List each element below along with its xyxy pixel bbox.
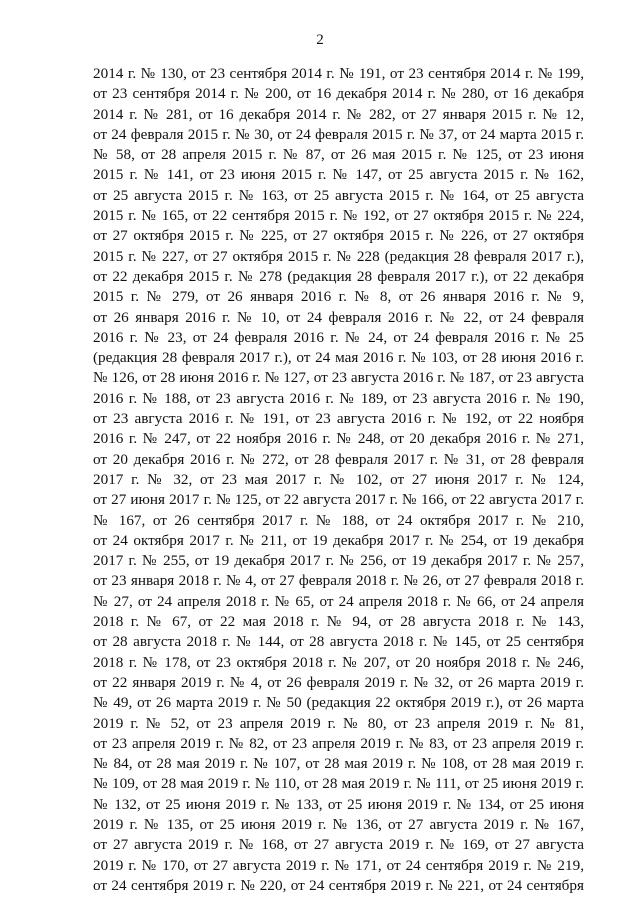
text-line: от 23 августа 2016 г. № 191, от 23 августа 2016 г. № 192, от 22 ноября [93, 410, 584, 428]
text-line: № 132, от 25 июня 2019 г. № 133, от 25 июня 2019 г. № 134, от 25 июня [93, 795, 584, 813]
text-line: 2015 г. № 227, от 27 октября 2015 г. № 228 (редакция 28 февраля 2017 г.), [93, 247, 584, 265]
text-line: (редакция 28 февраля 2017 г.), от 24 мая 2016 г. № 103, от 28 июня 2016 г. [93, 349, 584, 367]
text-line: от 23 сентября 2014 г. № 200, от 16 декабря 2014 г. № 280, от 16 декабря [93, 85, 584, 103]
text-line: от 25 августа 2015 г. № 163, от 25 августа 2015 г. № 164, от 25 августа [93, 186, 584, 204]
text-line: 2015 г. № 165, от 22 сентября 2015 г. № 192, от 27 октября 2015 г. № 224, [93, 207, 584, 225]
text-line: от 27 июня 2017 г. № 125, от 22 августа 2017 г. № 166, от 22 августа 2017 г. [93, 491, 584, 509]
text-line: 2019 г. № 135, от 25 июня 2019 г. № 136, от 27 августа 2019 г. № 167, [93, 815, 584, 833]
text-line: от 24 октября 2017 г. № 211, от 19 декабря 2017 г. № 254, от 19 декабря [93, 531, 584, 549]
text-line: от 23 апреля 2019 г. № 82, от 23 апреля 2019 г. № 83, от 23 апреля 2019 г. [93, 734, 584, 752]
text-line: 2015 г. № 141, от 23 июня 2015 г. № 147, от 25 августа 2015 г. № 162, [93, 166, 584, 184]
text-line: от 20 декабря 2016 г. № 272, от 28 февраля 2017 г. № 31, от 28 февраля [93, 450, 584, 468]
text-line: от 24 сентября 2019 г. № 220, от 24 сентября 2019 г. № 221, от 24 сентября [93, 876, 584, 894]
page-number: 2 [316, 32, 324, 48]
text-line: 2017 г. № 32, от 23 мая 2017 г. № 102, от 27 июня 2017 г. № 124, [93, 470, 584, 488]
text-line: 2018 г. № 67, от 22 мая 2018 г. № 94, от 28 августа 2018 г. № 143, [93, 613, 584, 631]
document-body-text [93, 64, 584, 896]
text-line: от 27 августа 2019 г. № 168, от 27 августа 2019 г. № 169, от 27 августа [93, 836, 584, 854]
text-line: № 126, от 28 июня 2016 г. № 127, от 23 августа 2016 г. № 187, от 23 августа [93, 369, 584, 387]
text-line: № 167, от 26 сентября 2017 г. № 188, от 24 октября 2017 г. № 210, [93, 511, 584, 529]
text-line: № 84, от 28 мая 2019 г. № 107, от 28 мая 2019 г. № 108, от 28 мая 2019 г. [93, 755, 584, 773]
text-line: от 26 января 2016 г. № 10, от 24 февраля 2016 г. № 22, от 24 февраля [93, 308, 584, 326]
text-line: 2016 г. № 188, от 23 августа 2016 г. № 189, от 23 августа 2016 г. № 190, [93, 389, 584, 407]
text-line: от 23 января 2018 г. № 4, от 27 февраля 2018 г. № 26, от 27 февраля 2018 г. [93, 572, 584, 590]
text-line: 2015 г. № 279, от 26 января 2016 г. № 8, от 26 января 2016 г. № 9, [93, 288, 584, 306]
text-line: от 28 августа 2018 г. № 144, от 28 августа 2018 г. № 145, от 25 сентября [93, 633, 584, 651]
text-line: 2019 г. № 170, от 27 августа 2019 г. № 171, от 24 сентября 2019 г. № 219, [93, 856, 584, 874]
text-line: 2016 г. № 247, от 22 ноября 2016 г. № 248, от 20 декабря 2016 г. № 271, [93, 430, 584, 448]
text-line: 2019 г. № 52, от 23 апреля 2019 г. № 80, от 23 апреля 2019 г. № 81, [93, 714, 584, 732]
text-line: от 22 января 2019 г. № 4, от 26 февраля 2019 г. № 32, от 26 марта 2019 г. [93, 673, 584, 691]
text-line: 2018 г. № 178, от 23 октября 2018 г. № 207, от 20 ноября 2018 г. № 246, [93, 653, 584, 671]
text-line: 2016 г. № 23, от 24 февраля 2016 г. № 24, от 24 февраля 2016 г. № 25 [93, 328, 584, 346]
text-line: № 109, от 28 мая 2019 г. № 110, от 28 мая 2019 г. № 111, от 25 июня 2019 г. [93, 775, 584, 793]
text-line: 2014 г. № 130, от 23 сентября 2014 г. № 191, от 23 сентября 2014 г. № 199, [93, 65, 584, 82]
text-line: № 49, от 26 марта 2019 г. № 50 (редакция 22 октября 2019 г.), от 26 марта [93, 694, 584, 712]
text-line: от 27 октября 2015 г. № 225, от 27 октября 2015 г. № 226, от 27 октября [93, 227, 584, 245]
text-line: от 22 декабря 2015 г. № 278 (редакция 28 февраля 2017 г.), от 22 декабря [93, 267, 584, 285]
text-line: № 58, от 28 апреля 2015 г. № 87, от 26 мая 2015 г. № 125, от 23 июня [93, 146, 584, 164]
text-line: № 27, от 24 апреля 2018 г. № 65, от 24 апреля 2018 г. № 66, от 24 апреля [93, 592, 584, 610]
text-line: от 24 февраля 2015 г. № 30, от 24 февраля 2015 г. № 37, от 24 марта 2015 г. [93, 125, 584, 143]
text-line: 2014 г. № 281, от 16 декабря 2014 г. № 282, от 27 января 2015 г. № 12, [93, 105, 584, 123]
text-line: 2017 г. № 255, от 19 декабря 2017 г. № 256, от 19 декабря 2017 г. № 257, [93, 552, 584, 570]
